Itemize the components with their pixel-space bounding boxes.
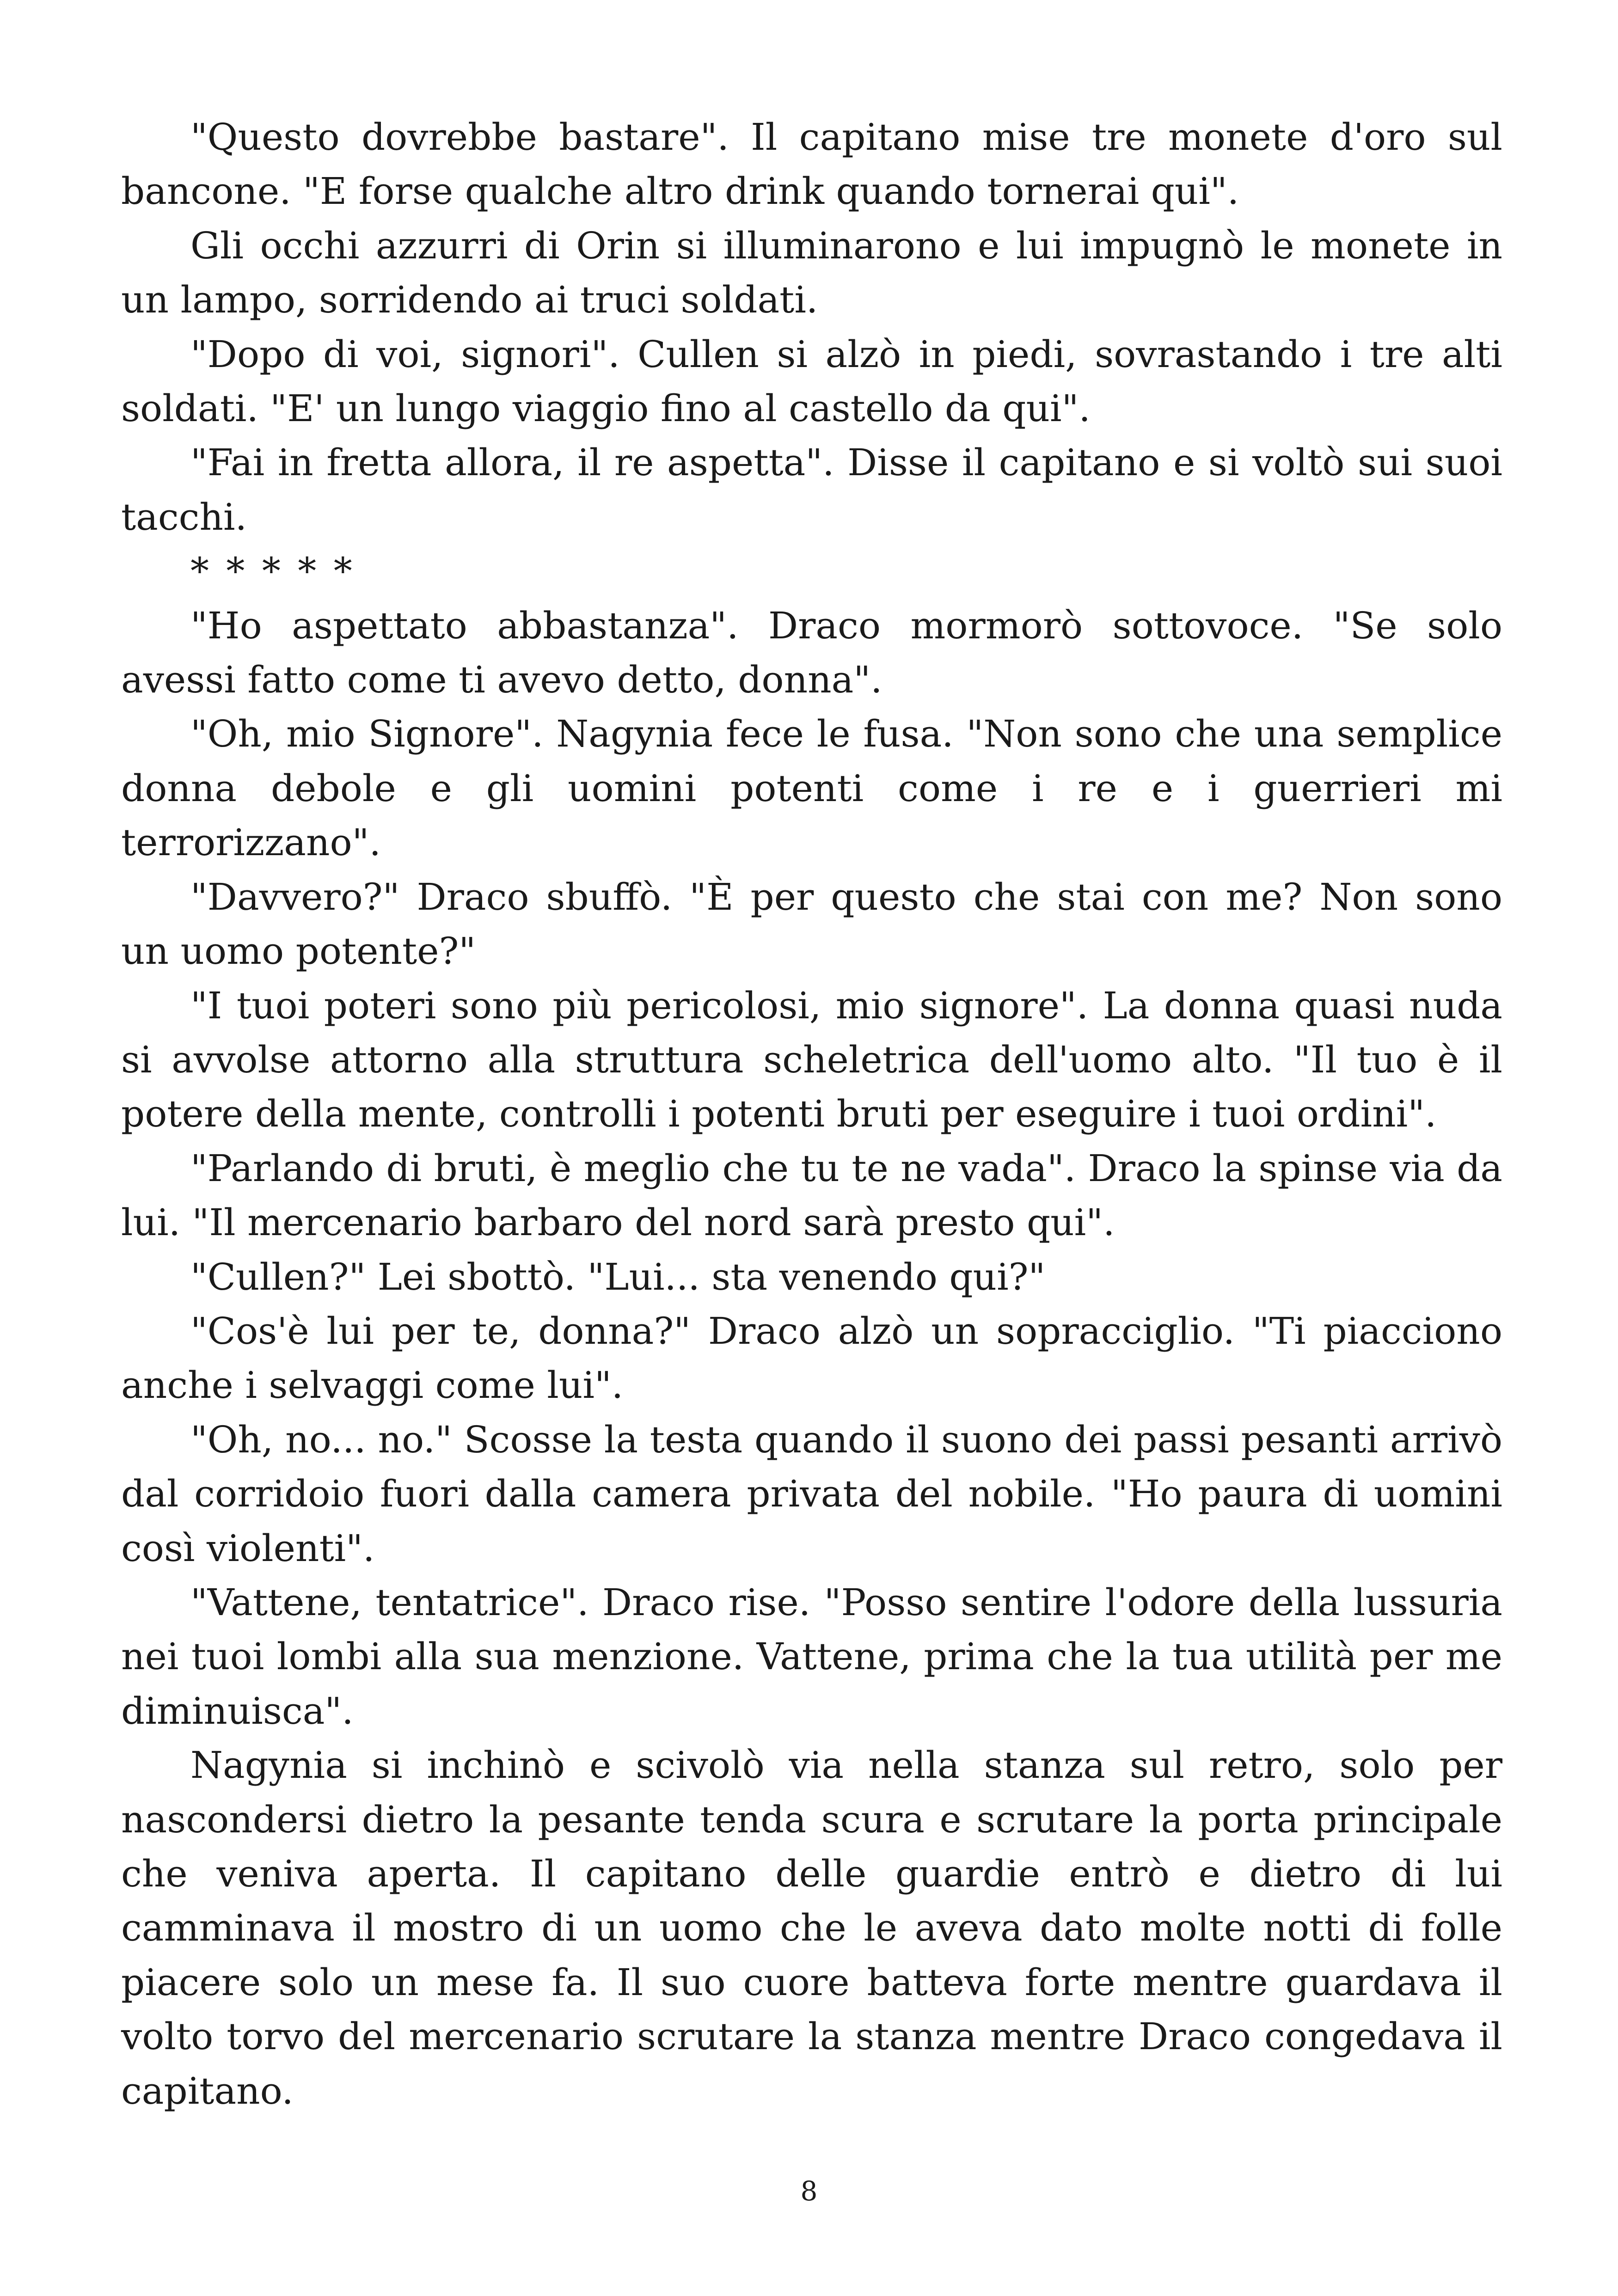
paragraph: "I tuoi poteri sono più pericolosi, mio signore". La donna quasi nuda si avvolse attorno alla struttura scheletrica dell'uomo alto. "Il tuo è il potere della mente, controlli i potenti bruti per eseguire i tuoi ordini". (121, 984, 1502, 1136)
paragraph: Nagynia si inchinò e scivolò via nella stanza sul retro, solo per nascondersi dietro la pesante tenda scura e scrutare la porta principale che veniva aperta. Il capitano delle guardie entrò e dietro di lui camminava il mostro di un uomo che le aveva dato molte notti di folle piacere solo un mese fa. Il suo cuore batteva forte mentre guardava il volto torvo del mercenario scrutare la stanza mentre Draco congedava il capitano. (121, 1744, 1502, 2112)
paragraph: "Fai in fretta allora, il re aspetta". Disse il capitano e si voltò sui suoi tacchi. (121, 441, 1502, 539)
paragraph: "Cos'è lui per te, donna?" Draco alzò un sopracciglio. "Ti piacciono anche i selvaggi come lui". (121, 1309, 1502, 1407)
paragraph: "Questo dovrebbe bastare". Il capitano mise tre monete d'oro sul bancone. "E forse qualche altro drink quando tornerai qui". (121, 116, 1502, 213)
paragraph: "Oh, no... no." Scosse la testa quando il suono dei passi pesanti arrivò dal corridoio fuori dalla camera privata del nobile. "Ho paura di uomini così violenti". (121, 1418, 1502, 1570)
paragraph: "Parlando di bruti, è meglio che tu te ne vada". Draco la spinse via da lui. "Il mercenario barbaro del nord sarà presto qui". (121, 1146, 1502, 1244)
page-number: 8 (800, 2175, 818, 2207)
page-body (121, 110, 1502, 2118)
paragraph: "Vattene, tentatrice". Draco rise. "Posso sentire l'odore della lussuria nei tuoi lombi alla sua menzione. Vattene, prima che la tua utilità per me diminuisca". (121, 1580, 1502, 1733)
paragraph: Gli occhi azzurri di Orin si illuminarono e lui impugnò le monete in un lampo, sorridendo ai truci soldati. (121, 224, 1502, 322)
paragraph: "Ho aspettato abbastanza". Draco mormorò sottovoce. "Se solo avessi fatto come ti avevo detto, donna". (121, 604, 1502, 702)
scene-break: * * * * * (190, 550, 355, 593)
paragraph: "Davvero?" Draco sbuffò. "È per questo che stai con me? Non sono un uomo potente?" (121, 875, 1502, 973)
paragraph: "Cullen?" Lei sbottò. "Lui... sta venendo qui?" (190, 1255, 1046, 1298)
paragraph: "Dopo di voi, signori". Cullen si alzò in piedi, sovrastando i tre alti soldati. "E' un lungo viaggio fino al castello da qui". (121, 332, 1502, 430)
paragraph: "Oh, mio Signore". Nagynia fece le fusa. "Non sono che una semplice donna debole e gli uomini potenti come i re e i guerrieri mi terrorizzano". (121, 712, 1502, 864)
